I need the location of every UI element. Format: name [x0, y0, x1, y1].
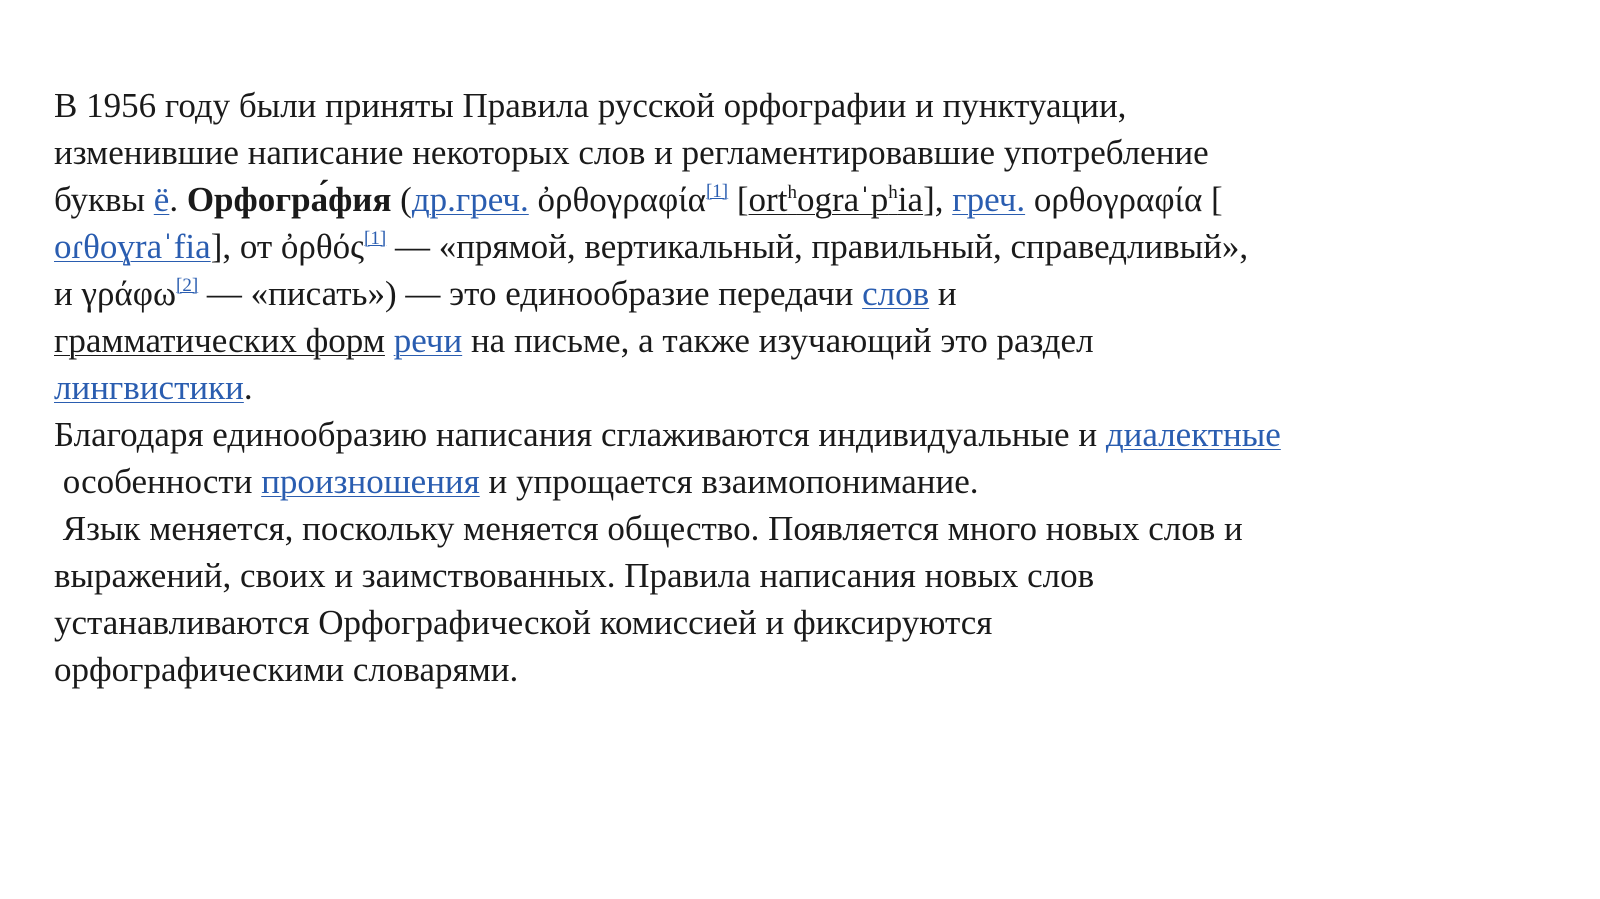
text-run: Благодаря единообразию написания сглаживаются индивидуальные и — [54, 415, 1106, 454]
link-slov[interactable]: слов — [862, 274, 930, 313]
document-text — [54, 82, 1534, 693]
text-run: на письме, а также изучающий это раздел — [462, 321, 1094, 360]
grammatical-forms-text: грамматических форм — [54, 321, 385, 360]
link-rechi[interactable]: речи — [393, 321, 463, 360]
text-run — [385, 321, 394, 360]
greek-word: ὀρθογραφία — [528, 180, 706, 219]
text-run: [ — [728, 180, 749, 219]
transcription-part: ograˈp — [796, 180, 889, 219]
text-run: . — [169, 180, 187, 219]
link-yo[interactable]: ё — [153, 180, 170, 219]
text-run: — «писать») — это единообразие передачи — [198, 274, 863, 313]
text-run: — «прямой, вертикальный, правильный, справедливый», — [386, 227, 1249, 266]
link-linguistics[interactable]: лингвистики — [54, 368, 244, 407]
text-run: и γράφω — [54, 274, 176, 313]
text-line: устанавливаются Орфографической комиссией и фиксируются — [54, 603, 993, 642]
text-run: ], — [923, 180, 953, 219]
link-ipa[interactable]: oɾθoɣraˈfia — [54, 227, 211, 266]
text-line — [54, 458, 1534, 505]
footnote-ref-1[interactable]: [1] — [705, 181, 729, 202]
text-line: Язык меняется, поскольку меняется общество. Появляется много новых слов и — [54, 509, 1243, 548]
text-run: ορθογραφία [ — [1025, 180, 1223, 219]
text-line — [54, 270, 1534, 317]
text-line — [54, 223, 1534, 270]
text-run: особенности — [54, 462, 262, 501]
text-line — [54, 364, 1534, 411]
text-run: . — [243, 368, 253, 407]
text-run: и — [929, 274, 957, 313]
link-pronunciation[interactable]: произношения — [261, 462, 480, 501]
text-line — [54, 411, 1534, 458]
footnote-ref-1[interactable]: [1] — [364, 228, 387, 249]
text-run: ( — [391, 180, 412, 219]
text-line: выражений, своих и заимствованных. Правила написания новых слов — [54, 556, 1095, 595]
text-run: ], от ὀρθός — [210, 227, 365, 266]
text-line: изменившие написание некоторых слов и регламентировавшие употребление — [54, 133, 1209, 172]
text-run: буквы — [54, 180, 154, 219]
transcription — [749, 180, 924, 219]
term-orthography: Орфогра́фия — [186, 180, 392, 219]
link-dialects[interactable]: диалектные — [1105, 415, 1281, 454]
text-line: орфографическими словарями. — [54, 650, 519, 689]
transcription-part: ia — [897, 180, 924, 219]
aspiration-mark: h — [787, 182, 797, 203]
link-ancient-greek[interactable]: др.греч. — [411, 180, 529, 219]
aspiration-mark: h — [888, 182, 898, 203]
transcription-part: ort — [748, 180, 788, 219]
footnote-ref-2[interactable]: [2] — [176, 275, 199, 296]
text-run: и упрощается взаимопонимание. — [479, 462, 979, 501]
text-line: В 1956 году были приняты Правила русской орфографии и пунктуации, — [54, 86, 1127, 125]
text-line — [54, 317, 1534, 364]
link-greek[interactable]: греч. — [952, 180, 1026, 219]
text-line — [54, 176, 1534, 223]
